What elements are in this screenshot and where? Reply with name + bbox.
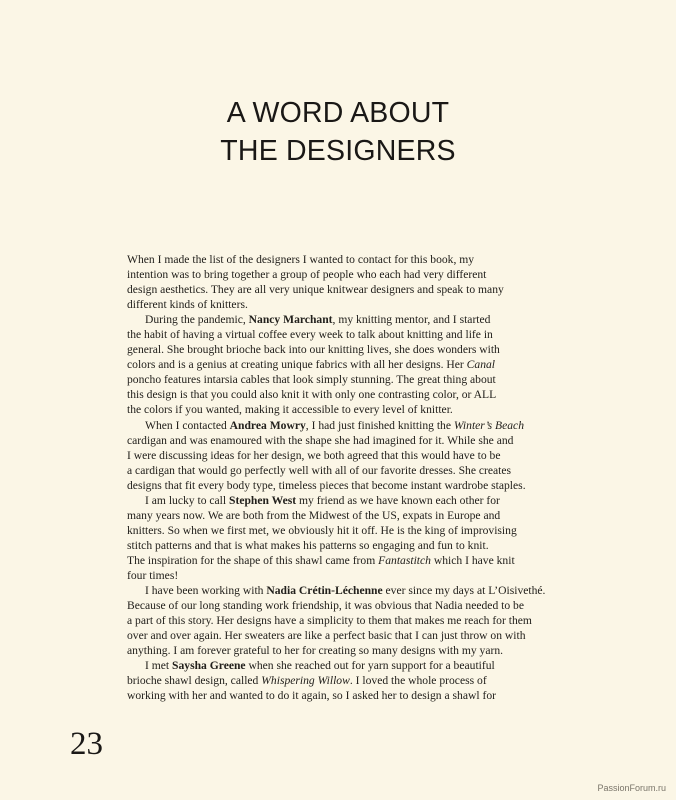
text-line — [127, 267, 551, 282]
text-line — [127, 402, 551, 417]
text-run: the colors if you wanted, making it accessible to every level of knitter. — [127, 403, 453, 417]
text-line — [127, 478, 551, 493]
text-run: four times! — [127, 568, 179, 582]
paragraph — [127, 418, 551, 493]
text-run: I have been working with — [145, 584, 267, 598]
pattern-title: Winter’s Beach — [453, 418, 524, 432]
text-run: a cardigan that would go perfectly well with all of our favorite dresses. She creates — [127, 463, 512, 477]
text-run: over and over again. Her sweaters are like a perfect basic that I can just throw on with — [127, 629, 526, 643]
text-line — [127, 583, 551, 598]
body-text — [127, 252, 551, 703]
text-line — [127, 493, 551, 508]
text-run: anything. I am forever grateful to her for creating so many designs with my yarn. — [127, 644, 504, 658]
text-line — [127, 342, 551, 357]
designer-name: Stephen West — [229, 493, 297, 507]
text-run: I were discussing ideas for her design, we both agreed that this would have to be — [127, 448, 501, 462]
text-run: colors and is a genius at creating unique fabrics with all her designs. Her — [127, 358, 467, 372]
text-run: brioche shawl design, called — [127, 674, 262, 688]
page-number: 23 — [70, 726, 103, 762]
text-run: which I have knit — [430, 553, 515, 567]
text-run: designs that fit every body type, timeless pieces that become instant wardrobe staples. — [127, 478, 526, 492]
text-line — [127, 553, 551, 568]
text-line — [127, 372, 551, 387]
text-line — [127, 508, 551, 523]
text-run: When I made the list of the designers I wanted to contact for this book, my — [127, 253, 475, 266]
text-line — [127, 688, 551, 703]
text-run: . I loved the whole process of — [349, 674, 487, 688]
paragraph — [127, 583, 551, 658]
text-run: many years now. We are both from the Midwest of the US, expats in Europe and — [127, 508, 501, 522]
text-run: the habit of having a virtual coffee every week to talk about knitting and life in — [127, 328, 493, 342]
text-run: The inspiration for the shape of this shawl came from — [127, 553, 379, 567]
page-title — [0, 94, 676, 170]
text-run: general. She brought brioche back into our knitting lives, she does wonders with — [127, 343, 500, 357]
text-line — [127, 628, 551, 643]
text-run: During the pandemic, — [145, 313, 249, 327]
text-run: cardigan and was enamoured with the shape she had imagined for it. While she and — [127, 433, 514, 447]
text-run: this design is that you could also knit it with only one contrasting color, or ALL — [127, 388, 497, 402]
title-line-2: THE DESIGNERS — [220, 135, 456, 167]
paragraph — [127, 252, 551, 312]
text-line — [127, 598, 551, 613]
paragraph — [127, 493, 551, 583]
designer-name: Nadia Crétin-Léchenne — [266, 584, 383, 598]
pattern-title: Fantastitch — [378, 553, 431, 567]
text-run: poncho features intarsia cables that look simply stunning. The great thing about — [127, 373, 496, 387]
text-run: stitch patterns and that is what makes his patterns so engaging and fun to knit. — [127, 538, 489, 552]
text-line — [127, 613, 551, 628]
pattern-title: Whispering Willow — [261, 674, 350, 688]
text-line — [127, 433, 551, 448]
text-run: , my knitting mentor, and I started — [332, 313, 491, 327]
text-line — [127, 387, 551, 402]
text-line — [127, 312, 551, 327]
text-line — [127, 523, 551, 538]
text-line — [127, 252, 551, 267]
text-line — [127, 463, 551, 478]
text-run: knitters. So when we first met, we obviously hit it off. He is the king of improvising — [127, 523, 517, 537]
text-run: different kinds of knitters. — [127, 298, 248, 312]
text-line — [127, 357, 551, 372]
text-line — [127, 448, 551, 463]
paragraph — [127, 312, 551, 417]
text-run: When I contacted — [145, 418, 230, 432]
pattern-title: Canal — [466, 358, 496, 372]
text-line — [127, 282, 551, 297]
text-line — [127, 658, 551, 673]
text-line — [127, 327, 551, 342]
text-run: intention was to bring together a group of people who each had very different — [127, 268, 487, 282]
watermark-text: PassionForum.ru — [597, 783, 666, 793]
designer-name: Saysha Greene — [172, 659, 246, 673]
text-line — [127, 297, 551, 312]
text-line — [127, 418, 551, 433]
designer-name: Andrea Mowry — [229, 418, 306, 432]
text-run: ever since my days at L’Oisivethé. — [382, 584, 546, 598]
title-line-1: A WORD ABOUT — [226, 97, 450, 129]
text-line — [127, 538, 551, 553]
text-run: design aesthetics. They are all very unique knitwear designers and speak to many — [127, 283, 504, 297]
text-run: I met — [145, 659, 173, 673]
text-line — [127, 643, 551, 658]
text-run: I am lucky to call — [145, 493, 230, 507]
text-run: my friend as we have known each other for — [296, 493, 500, 507]
text-run: when she reached out for yarn support for a beautiful — [245, 659, 495, 673]
text-run: a part of this story. Her designs have a simplicity to them that makes me reach for them — [127, 614, 532, 628]
text-run: working with her and wanted to do it again, so I asked her to design a shawl for — [127, 689, 496, 703]
text-line — [127, 568, 551, 583]
text-run: , I had just finished knitting the — [305, 418, 454, 432]
designer-name: Nancy Marchant — [248, 313, 333, 327]
text-line — [127, 673, 551, 688]
paragraph — [127, 658, 551, 703]
text-run: Because of our long standing work friendship, it was obvious that Nadia needed to be — [127, 599, 524, 613]
